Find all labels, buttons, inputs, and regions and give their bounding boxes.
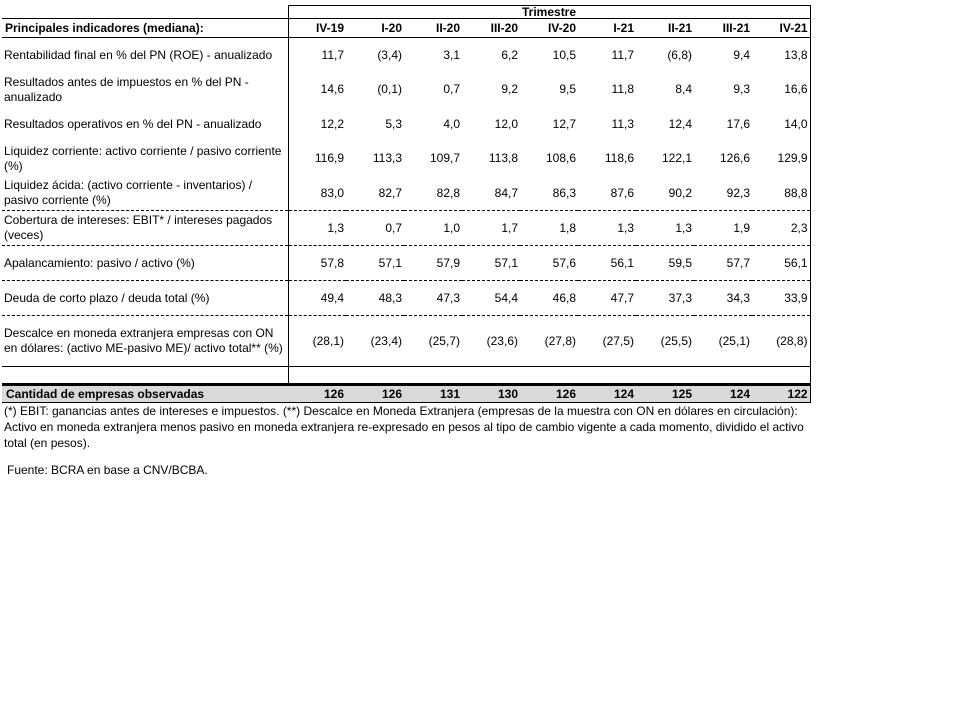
table-row xyxy=(2,107,810,141)
column-header: IV-19 xyxy=(288,19,346,38)
table-cell: 54,4 xyxy=(462,281,520,316)
table-cell: 11,7 xyxy=(321,47,344,62)
table-cell: 57,1 xyxy=(462,246,520,281)
table-cell: 11,8 xyxy=(611,82,634,96)
table-row xyxy=(2,72,810,107)
table-cell: 12,0 xyxy=(494,116,518,131)
table-row xyxy=(2,281,810,316)
table-cell: 113,8 xyxy=(488,151,518,165)
table-cell: 1,8 xyxy=(520,211,578,246)
footnote: (*) EBIT: ganancias antes de intereses e impuestos. (**) Descalce en Moneda Extranjera (empresas de la muestra con ON en dólares en circulación): Activo en moneda extranjera menos pasivo en moneda extranjera re-expresado en pesos al tipo de cambio vigente a cada momento, dividido el activo total (en pesos). xyxy=(4,404,804,450)
table-cell: 9,5 xyxy=(559,82,576,96)
table-cell: 3,1 xyxy=(443,47,460,62)
table-cell: 47,3 xyxy=(404,281,462,316)
table-cell: 1,7 xyxy=(462,211,520,246)
table-cell: (25,7) xyxy=(404,316,462,367)
table-cell: 12,2 xyxy=(320,116,344,131)
table-cell: 12,7 xyxy=(552,116,576,131)
table-cell: 88,8 xyxy=(752,176,810,211)
table-cell: 13,8 xyxy=(752,38,810,73)
table-cell: 9,3 xyxy=(733,82,750,96)
table-cell: 126,6 xyxy=(719,151,750,165)
row-label: Rentabilidad final en % del PN (ROE) - anualizado xyxy=(2,38,288,73)
row-label: Resultados antes de impuestos en % del PN - anualizado xyxy=(2,72,288,107)
table-cell: 118,6 xyxy=(604,151,634,165)
column-header: II-20 xyxy=(404,19,462,38)
row-label: Deuda de corto plazo / deuda total (%) xyxy=(2,281,288,316)
table-cell: 12,4 xyxy=(668,116,692,131)
indicators-table xyxy=(2,5,811,403)
table-cell: 57,6 xyxy=(520,246,578,281)
table-cell: 57,7 xyxy=(694,246,752,281)
column-header: IV-20 xyxy=(520,19,578,38)
table-cell: 57,1 xyxy=(346,246,404,281)
table-cell: (28,8) xyxy=(752,316,810,367)
table-cell: 14,6 xyxy=(320,82,344,96)
table-cell: 17,6 xyxy=(726,116,750,131)
table-row xyxy=(2,211,810,246)
row-label: Apalancamiento: pasivo / activo (%) xyxy=(2,246,288,281)
table-cell: 129,9 xyxy=(752,141,810,176)
table-cell: (25,1) xyxy=(694,316,752,367)
table-row xyxy=(2,38,810,73)
table-cell: 83,0 xyxy=(320,185,344,200)
row-label: Cobertura de intereses: EBIT* / intereses pagados (veces) xyxy=(2,211,288,246)
table-cell: 113,3 xyxy=(372,151,402,165)
table-cell: (27,8) xyxy=(520,316,578,367)
table-cell: 48,3 xyxy=(346,281,404,316)
table-cell: 86,3 xyxy=(552,185,576,200)
total-row xyxy=(2,385,810,403)
column-header: IV-21 xyxy=(752,19,810,38)
table-cell: 0,7 xyxy=(443,82,460,96)
table-row xyxy=(2,316,810,367)
table-cell: 108,6 xyxy=(545,151,576,165)
row-label: Resultados operativos en % del PN - anualizado xyxy=(2,107,288,141)
source-note: Fuente: BCRA en base a CNV/BCBA. xyxy=(7,463,208,477)
table-cell: 9,2 xyxy=(501,82,518,96)
table-cell: 122,1 xyxy=(661,151,692,165)
table-cell: 16,6 xyxy=(752,72,810,107)
table-cell: 11,3 xyxy=(611,116,634,131)
table-cell: 37,3 xyxy=(636,281,694,316)
column-header: I-21 xyxy=(578,19,636,38)
table-cell: 9,4 xyxy=(733,47,750,62)
table-row xyxy=(2,246,810,281)
table-cell: 0,7 xyxy=(346,211,404,246)
table-cell: (27,5) xyxy=(578,316,636,367)
table-cell: 92,3 xyxy=(726,185,750,200)
table-cell: 116,9 xyxy=(314,151,344,165)
group-header: Trimestre xyxy=(288,6,810,19)
total-cell: 125 xyxy=(636,385,694,403)
row-label: Liquidez ácida: (activo corriente - inventarios) / pasivo corriente (%) xyxy=(2,176,288,211)
table-cell: 46,8 xyxy=(520,281,578,316)
table-cell: (6,8) xyxy=(667,47,692,62)
total-row-label: Cantidad de empresas observadas xyxy=(2,385,288,403)
table-cell: (28,1) xyxy=(288,316,346,367)
group-header-row xyxy=(2,6,810,19)
table-cell: 82,7 xyxy=(378,185,402,200)
table-cell: 1,9 xyxy=(694,211,752,246)
table-cell: 56,1 xyxy=(752,246,810,281)
table-cell: 5,3 xyxy=(385,116,402,131)
column-header: I-20 xyxy=(346,19,404,38)
table-cell: 84,7 xyxy=(494,185,518,200)
table-cell: 59,5 xyxy=(636,246,694,281)
table-cell: 49,4 xyxy=(288,281,346,316)
table-cell: 56,1 xyxy=(578,246,636,281)
table-cell: 1,3 xyxy=(578,211,636,246)
table-cell: (3,4) xyxy=(377,47,402,62)
table-cell: 47,7 xyxy=(578,281,636,316)
row-label: Liquidez corriente: activo corriente / pasivo corriente (%) xyxy=(2,141,288,176)
table-cell: 82,8 xyxy=(436,185,460,200)
total-cell: 124 xyxy=(578,385,636,403)
table-cell: 10,5 xyxy=(552,47,576,62)
table-cell: 34,3 xyxy=(694,281,752,316)
table-cell: 90,2 xyxy=(668,185,692,200)
table-cell: 33,9 xyxy=(752,281,810,316)
row-header-label: Principales indicadores (mediana): xyxy=(2,19,288,38)
table-cell: 1,0 xyxy=(404,211,462,246)
table-cell: 4,0 xyxy=(443,116,460,131)
table-cell: 57,9 xyxy=(404,246,462,281)
table-row xyxy=(2,176,810,211)
total-cell: 126 xyxy=(288,385,346,403)
spacer-row xyxy=(2,367,810,385)
total-cell: 122 xyxy=(752,385,810,403)
table-cell: 11,7 xyxy=(611,47,634,62)
total-cell: 126 xyxy=(346,385,404,403)
table-cell: 87,6 xyxy=(610,185,634,200)
table-cell: 109,7 xyxy=(429,151,460,165)
table-cell: 14,0 xyxy=(752,107,810,141)
table-cell: 57,8 xyxy=(288,246,346,281)
table-row xyxy=(2,141,810,176)
total-cell: 126 xyxy=(520,385,578,403)
table-cell: 1,3 xyxy=(636,211,694,246)
indicators-table-container xyxy=(2,5,811,403)
table-cell: (0,1) xyxy=(377,82,402,96)
column-header: III-20 xyxy=(462,19,520,38)
table-cell: (25,5) xyxy=(636,316,694,367)
total-cell: 131 xyxy=(404,385,462,403)
table-cell: (23,4) xyxy=(346,316,404,367)
table-cell: 8,4 xyxy=(675,82,692,96)
total-cell: 124 xyxy=(694,385,752,403)
column-header: II-21 xyxy=(636,19,694,38)
column-header-row xyxy=(2,19,810,38)
row-label: Descalce en moneda extranjera empresas con ON en dólares: (activo ME-pasivo ME)/ activo total** (%) xyxy=(2,316,288,367)
table-cell: (23,6) xyxy=(462,316,520,367)
table-cell: 1,3 xyxy=(288,211,346,246)
total-cell: 130 xyxy=(462,385,520,403)
table-cell: 6,2 xyxy=(501,47,518,62)
table-cell: 2,3 xyxy=(752,211,810,246)
column-header: III-21 xyxy=(694,19,752,38)
